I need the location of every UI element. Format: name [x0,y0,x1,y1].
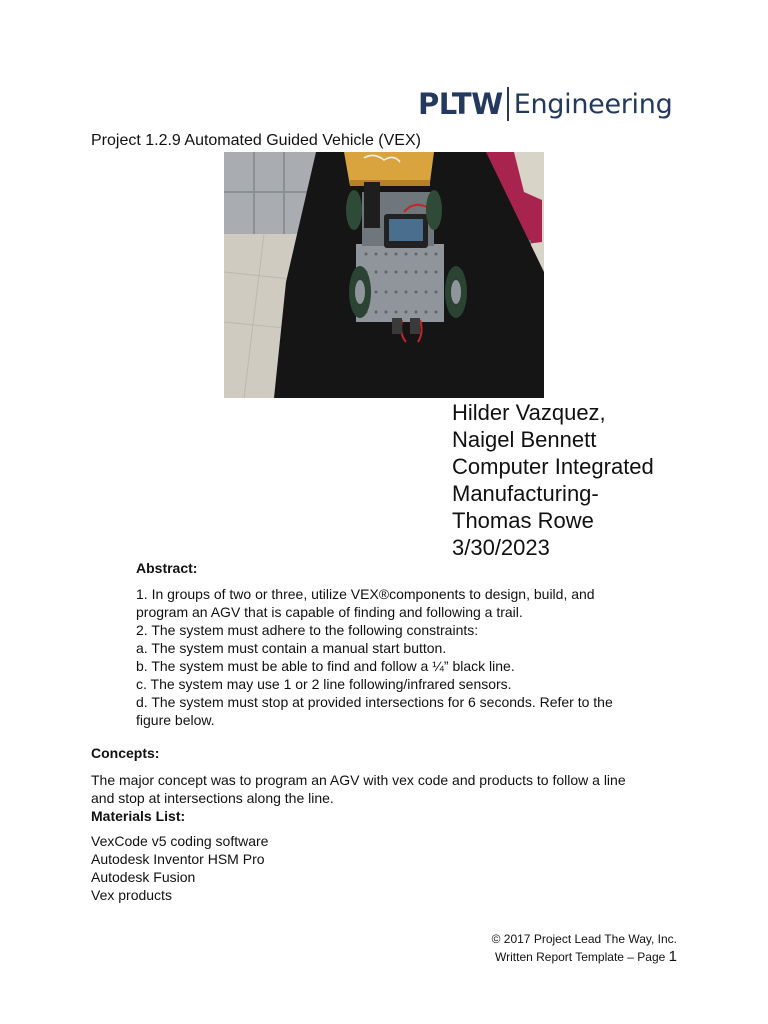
abstract-line: c. The system may use 1 or 2 line following/infrared sensors. [136,676,512,692]
document-title: Project 1.2.9 Automated Guided Vehicle (VEX) [91,132,421,149]
abstract-line: d. The system must stop at provided intersections for 6 seconds. Refer to the [136,694,613,710]
concepts-line: The major concept was to program an AGV with vex code and products to follow a line [91,772,626,788]
copyright-notice: © 2017 Project Lead The Way, Inc. [491,932,677,946]
robot-photo-illustration [224,152,544,398]
author-line: Naigel Bennett [452,427,597,452]
materials-item: Autodesk Inventor HSM Pro [91,851,265,867]
report-date: 3/30/2023 [452,535,550,560]
abstract-heading: Abstract: [136,560,198,576]
concepts-line: and stop at intersections along the line. [91,790,334,806]
materials-item: VexCode v5 coding software [91,833,269,849]
abstract-line: a. The system must contain a manual start button. [136,640,447,656]
author-line: Thomas Rowe [452,508,594,533]
author-line: Computer Integrated [452,454,654,479]
abstract-line: 1. In groups of two or three, utilize VEX®components to design, build, and [136,586,595,602]
concepts-heading: Concepts: [91,745,160,761]
author-line: Manufacturing- [452,481,599,506]
abstract-text [136,585,613,729]
template-page-label [492,948,677,966]
logo-divider [507,87,509,121]
materials-list [91,832,268,904]
logo-division: Engineering [513,88,673,120]
materials-item: Autodesk Fusion [91,869,196,885]
concepts-text [91,771,626,807]
abstract-line: b. The system must be able to find and follow a ¼” black line. [136,658,515,674]
author-line: Hilder Vazquez, [452,400,606,425]
template-label: Written Report Template – Page [495,950,669,964]
author-block [452,399,654,561]
page-number: 1 [668,948,677,965]
abstract-line: figure below. [136,712,215,728]
abstract-line: 2. The system must adhere to the following constraints: [136,622,479,638]
logo-brand: PLTW [418,87,503,121]
materials-heading: Materials List: [91,808,186,824]
materials-item: Vex products [91,887,172,903]
page-footer [492,930,677,966]
abstract-line: program an AGV that is capable of finding and following a trail. [136,604,523,620]
robot-photo [224,152,544,398]
pltw-engineering-logo [418,84,672,124]
